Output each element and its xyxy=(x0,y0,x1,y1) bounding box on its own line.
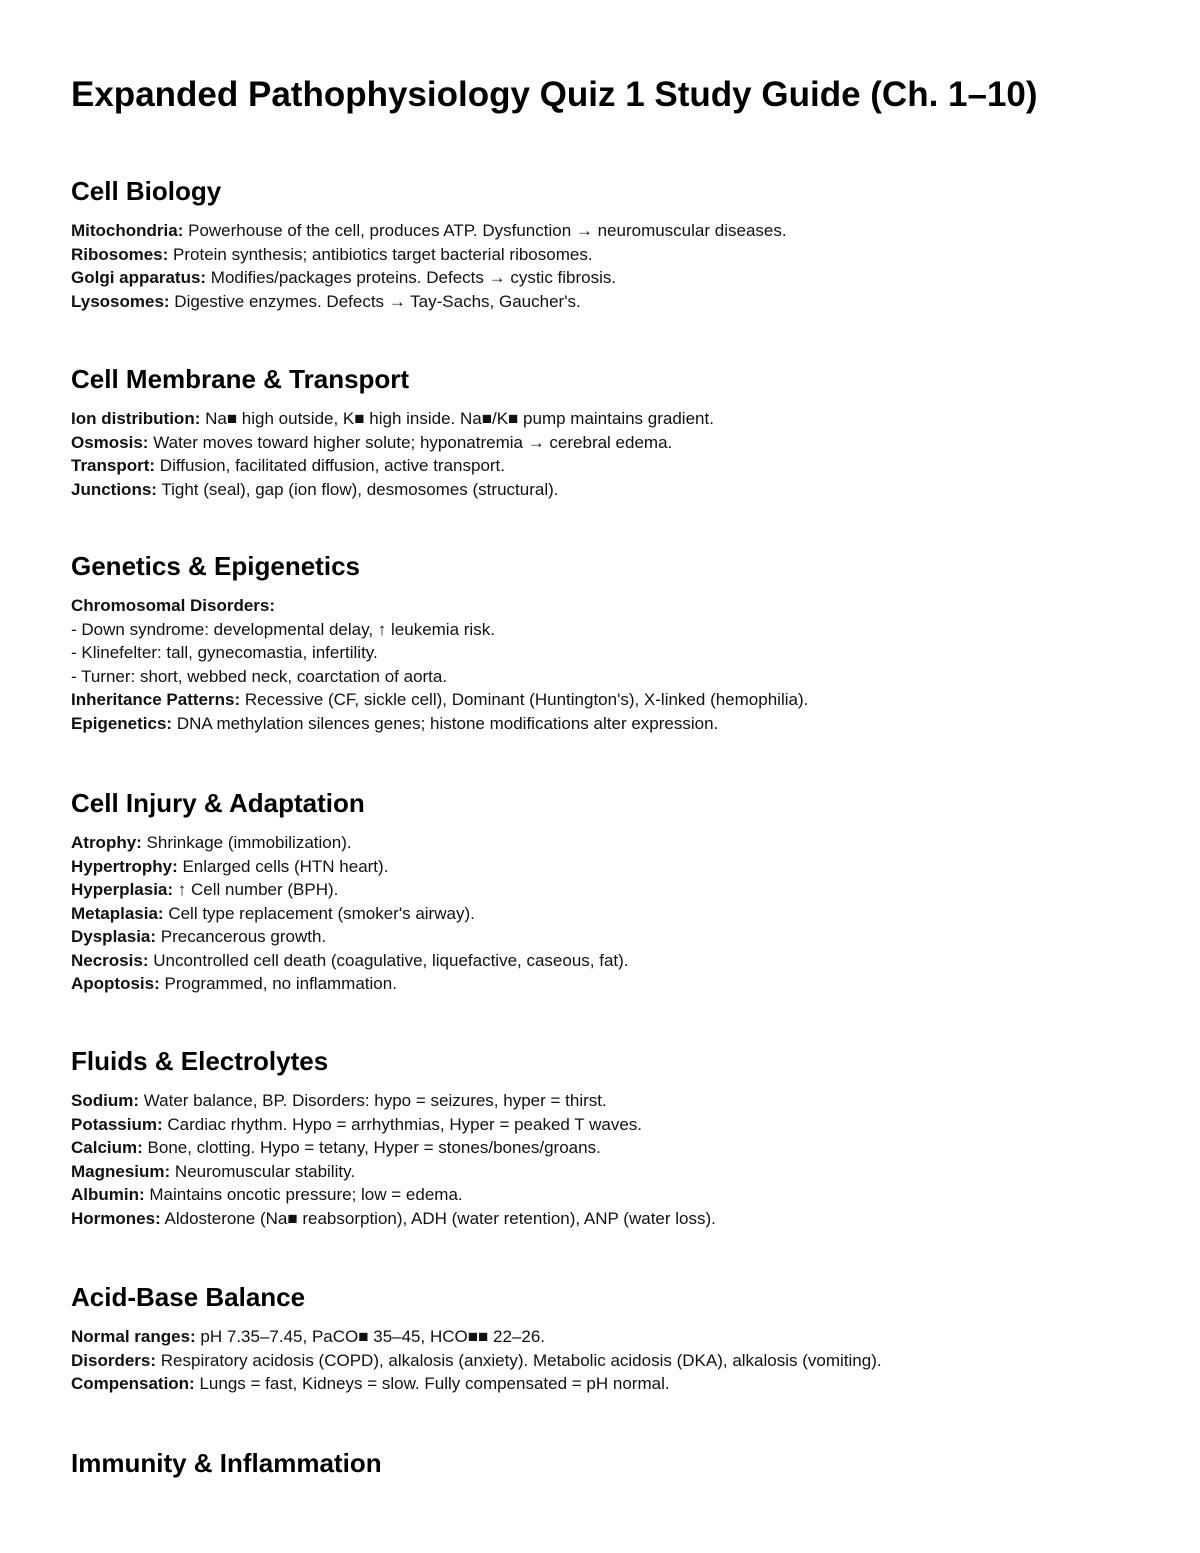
term-description: Lungs = fast, Kidneys = slow. Fully compensated = pH normal. xyxy=(194,1374,670,1393)
term-label: Dysplasia: xyxy=(71,927,157,946)
term-description: Diffusion, facilitated diffusion, active transport. xyxy=(155,456,506,475)
section-heading: Immunity & Inflammation xyxy=(71,1448,382,1478)
study-line xyxy=(71,949,1171,973)
term-description: DNA methylation silences genes; histone modifications alter expression. xyxy=(172,713,719,733)
term-description: Programmed, no inflammation. xyxy=(159,974,397,993)
study-line xyxy=(71,1136,1171,1160)
study-line xyxy=(71,290,1171,314)
section-body xyxy=(71,1325,1171,1396)
term-label: Hypertrophy: xyxy=(71,856,178,876)
term-label: Lysosomes: xyxy=(71,291,170,311)
study-line xyxy=(71,219,1171,243)
study-line xyxy=(71,925,1171,949)
term-label: Ribosomes: xyxy=(71,244,169,264)
study-line xyxy=(71,665,1171,689)
study-line xyxy=(71,478,1171,502)
term-label: Disorders: xyxy=(71,1350,157,1370)
term-description: Cell type replacement (smoker's airway). xyxy=(163,903,475,923)
term-description: pH 7.35–7.45, PaCO■ 35–45, HCO■■ 22–26. xyxy=(195,1327,545,1346)
term-description: Uncontrolled cell death (coagulative, liquefactive, caseous, fat). xyxy=(148,950,629,970)
term-description: Tight (seal), gap (ion flow), desmosomes (structural). xyxy=(156,479,559,499)
section-fluids-electrolytes xyxy=(71,1044,1171,1230)
section-genetics-epigenetics xyxy=(71,549,1171,735)
study-line xyxy=(71,831,1171,855)
term-label: Transport: xyxy=(71,456,156,475)
study-line xyxy=(71,454,1171,478)
study-line xyxy=(71,594,1171,618)
section-body xyxy=(71,594,1171,735)
term-label: Inheritance Patterns: xyxy=(71,690,241,709)
term-label: Atrophy: xyxy=(71,833,142,852)
term-label: Normal ranges: xyxy=(71,1327,196,1346)
study-line xyxy=(71,712,1171,736)
study-line xyxy=(71,266,1171,290)
term-description: Neuromuscular stability. xyxy=(170,1161,356,1181)
section-body xyxy=(71,831,1171,996)
term-label: Necrosis: xyxy=(71,950,149,970)
study-line xyxy=(71,688,1171,712)
study-line xyxy=(71,618,1171,642)
term-label: Magnesium: xyxy=(71,1161,171,1181)
term-label: Compensation: xyxy=(71,1374,195,1393)
term-label: Albumin: xyxy=(71,1185,145,1204)
term-description: Cardiac rhythm. Hypo = arrhythmias, Hyper = peaked T waves. xyxy=(162,1114,642,1134)
term-description: ↑ Cell number (BPH). xyxy=(173,880,339,899)
term-description: Maintains oncotic pressure; low = edema. xyxy=(144,1185,463,1204)
section-body xyxy=(71,407,1171,501)
term-description: Enlarged cells (HTN heart). xyxy=(177,856,389,876)
study-line xyxy=(71,1113,1171,1137)
section-heading: Fluids & Electrolytes xyxy=(71,1046,329,1076)
term-label: Golgi apparatus: xyxy=(71,268,207,287)
section-heading: Acid-Base Balance xyxy=(71,1282,306,1312)
study-line xyxy=(71,641,1171,665)
term-description: Aldosterone (Na■ reabsorption), ADH (water retention), ANP (water loss). xyxy=(160,1208,716,1228)
study-line xyxy=(71,972,1171,996)
study-line xyxy=(71,1089,1171,1113)
term-description: Powerhouse of the cell, produces ATP. Dysfunction → neuromuscular diseases. xyxy=(183,221,787,240)
study-line xyxy=(71,431,1171,455)
term-description: Recessive (CF, sickle cell), Dominant (Huntington's), X-linked (hemophilia). xyxy=(240,690,809,709)
term-description: Water balance, BP. Disorders: hypo = seizures, hyper = thirst. xyxy=(139,1091,607,1110)
term-description: - Turner: short, webbed neck, coarctation of aorta. xyxy=(71,666,448,686)
document-title: Expanded Pathophysiology Quiz 1 Study Guide (Ch. 1–10) xyxy=(71,75,1038,114)
study-line xyxy=(71,1372,1171,1396)
term-description: Precancerous growth. xyxy=(156,927,327,946)
term-label: Epigenetics: xyxy=(71,713,173,733)
study-line xyxy=(71,407,1171,431)
term-label: Ion distribution: xyxy=(71,409,201,428)
term-description: - Down syndrome: developmental delay, ↑ leukemia risk. xyxy=(71,619,495,639)
term-label: Hormones: xyxy=(71,1208,161,1228)
study-line xyxy=(71,1325,1171,1349)
section-body xyxy=(71,1089,1171,1230)
term-label: Sodium: xyxy=(71,1091,139,1110)
section-heading: Cell Injury & Adaptation xyxy=(71,788,365,818)
term-label: Metaplasia: xyxy=(71,903,164,923)
term-description: Water moves toward higher solute; hyponatremia → cerebral edema. xyxy=(148,432,673,452)
section-acid-base-balance xyxy=(71,1280,1171,1396)
term-description: Shrinkage (immobilization). xyxy=(141,833,352,852)
term-description: Digestive enzymes. Defects → Tay-Sachs, Gaucher's. xyxy=(169,291,581,311)
section-cell-biology xyxy=(71,174,1171,313)
study-line xyxy=(71,855,1171,879)
term-description: Protein synthesis; antibiotics target bacterial ribosomes. xyxy=(168,244,593,264)
term-description: Modifies/packages proteins. Defects → cystic fibrosis. xyxy=(206,268,617,287)
term-label: Hyperplasia: xyxy=(71,880,174,899)
section-cell-injury-adaptation xyxy=(71,786,1171,996)
study-line xyxy=(71,878,1171,902)
term-description: Bone, clotting. Hypo = tetany, Hyper = stones/bones/groans. xyxy=(142,1138,601,1157)
section-cell-membrane-transport xyxy=(71,362,1171,501)
study-line xyxy=(71,1349,1171,1373)
section-heading: Genetics & Epigenetics xyxy=(71,551,360,581)
study-line xyxy=(71,243,1171,267)
term-label: Calcium: xyxy=(71,1138,143,1157)
term-description: Na■ high outside, K■ high inside. Na■/K■ pump maintains gradient. xyxy=(200,409,714,428)
term-description: Respiratory acidosis (COPD), alkalosis (anxiety). Metabolic acidosis (DKA), alkalosis (vomiting). xyxy=(156,1350,882,1370)
study-line xyxy=(71,902,1171,926)
term-description: - Klinefelter: tall, gynecomastia, infertility. xyxy=(71,643,378,662)
term-label: Apoptosis: xyxy=(71,974,160,993)
study-line xyxy=(71,1183,1171,1207)
section-heading: Cell Membrane & Transport xyxy=(71,364,410,394)
term-label: Potassium: xyxy=(71,1114,163,1134)
study-line xyxy=(71,1207,1171,1231)
section-immunity-inflammation xyxy=(71,1446,1171,1480)
term-label: Chromosomal Disorders: xyxy=(71,596,276,615)
term-label: Osmosis: xyxy=(71,432,149,452)
study-line xyxy=(71,1160,1171,1184)
section-heading: Cell Biology xyxy=(71,176,222,206)
term-label: Mitochondria: xyxy=(71,221,184,240)
section-body xyxy=(71,219,1171,313)
term-label: Junctions: xyxy=(71,479,157,499)
